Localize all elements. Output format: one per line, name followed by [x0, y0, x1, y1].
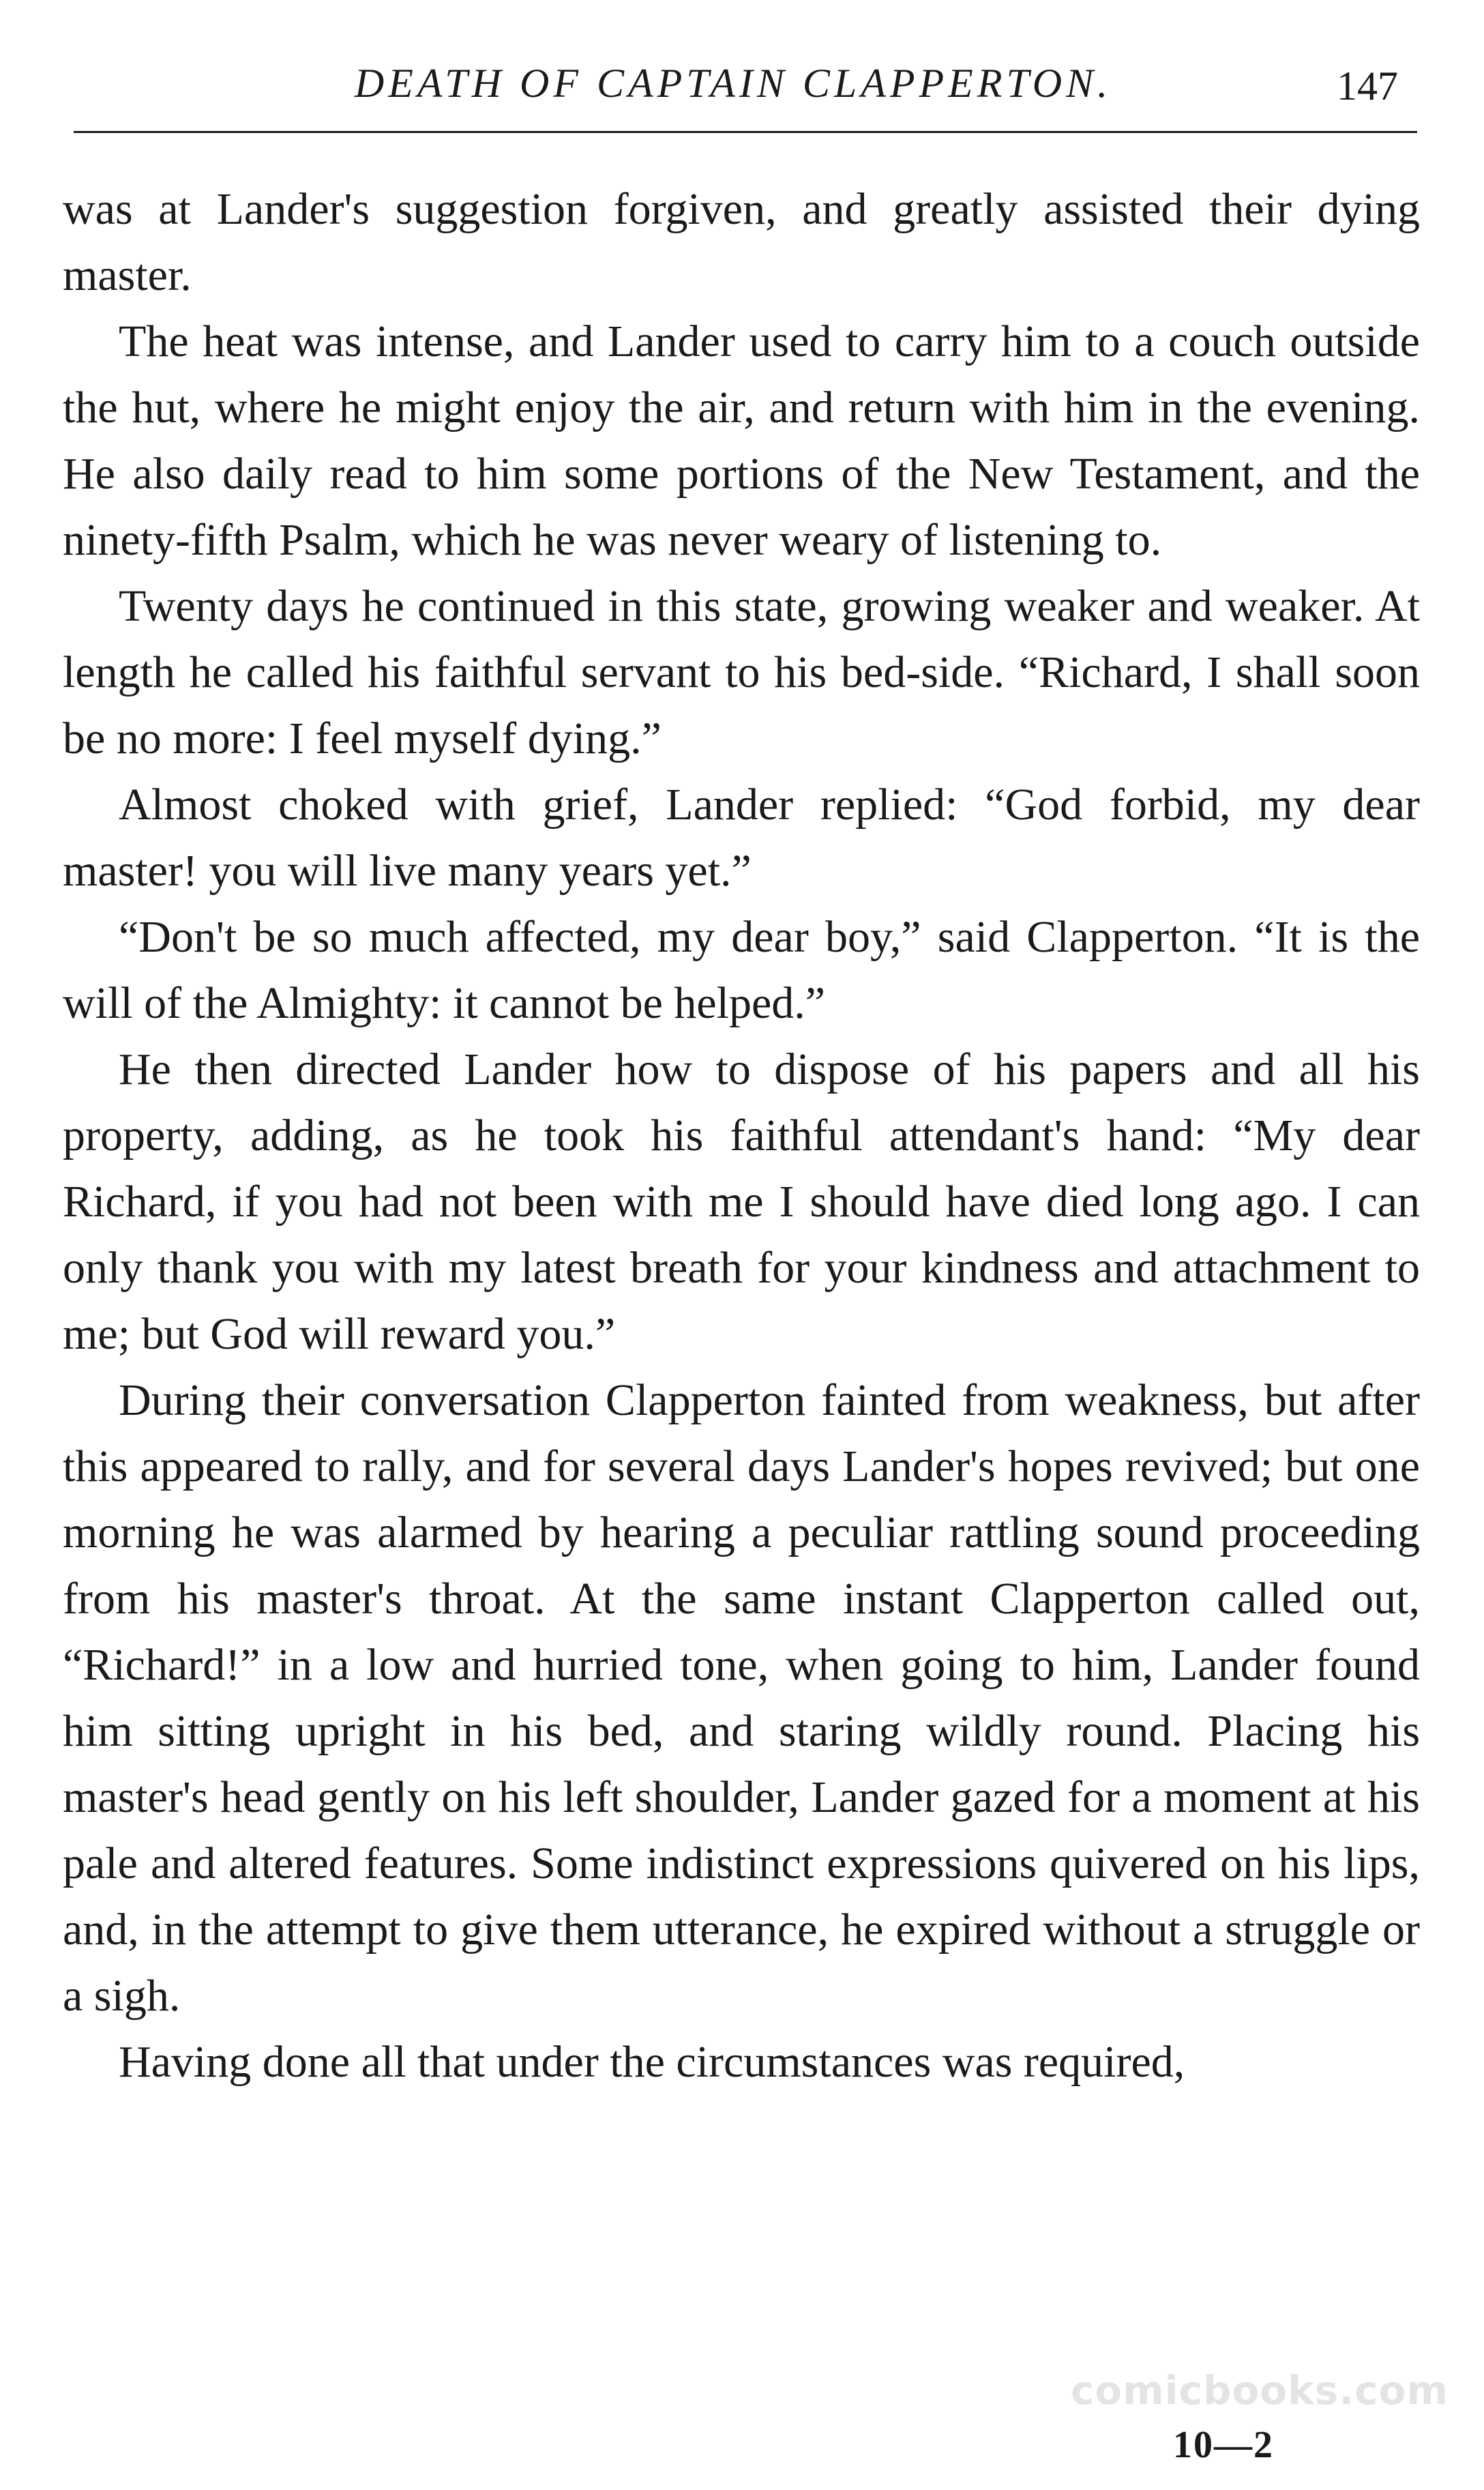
signature-mark: 10—2: [1173, 2424, 1274, 2466]
body-text: [63, 176, 1420, 2095]
paragraph: Having done all that under the circumstances was required,: [119, 2037, 1185, 2087]
paragraph: During their conversation Clapperton fainted from weakness, but after this appeared to rally, and for several days Lander's hopes revived; but one morning he was alarmed by hearing a peculiar rattling sound proceeding from his master's throat. At the same instant Clapperton called out, “Richard!” in a low and hurried tone, when going to him, Lander found him sitting upright in his bed, and staring wildly round. Placing his master's head gently on his left shoulder, Lander gazed for a moment at his pale and altered features. Some indistinct expressions quivered on his lips, and, in the attempt to give them utterance, he expired without a struggle or a sigh.: [63, 1375, 1420, 2021]
paragraph: was at Lander's suggestion forgiven, and greatly assisted their dying master.: [63, 184, 1420, 300]
paragraph: He then directed Lander how to dispose of his papers and all his property, adding, as he took his faithful attendant's hand: “My dear Richard, if you had not been with me I should have died long ago. I can only thank you with my latest breath for your kindness and attachment to me; but God will reward you.”: [63, 1044, 1420, 1359]
paragraph: Twenty days he continued in this state, growing weaker and weaker. At length he called his faithful servant to his bed-side. “Richard, I shall soon be no more: I feel myself dying.”: [63, 581, 1420, 763]
page-number: 147: [1337, 63, 1398, 108]
paragraph: “Don't be so much affected, my dear boy,” said Clapperton. “It is the will of the Almighty: it cannot be helped.”: [63, 912, 1420, 1028]
running-head: DEATH OF CAPTAIN CLAPPERTON.: [354, 61, 1112, 106]
paragraph: The heat was intense, and Lander used to carry him to a couch outside the hut, where he might enjoy the air, and return with him in the evening. He also daily read to him some portions of the New Testament, and the ninety-fifth Psalm, which he was never weary of listening to.: [63, 317, 1420, 565]
paragraph: Almost choked with grief, Lander replied: “God forbid, my dear master! you will live many years yet.”: [63, 780, 1420, 896]
watermark-logo: comicbooks.com: [1071, 2367, 1449, 2414]
header-rule: [74, 131, 1417, 133]
